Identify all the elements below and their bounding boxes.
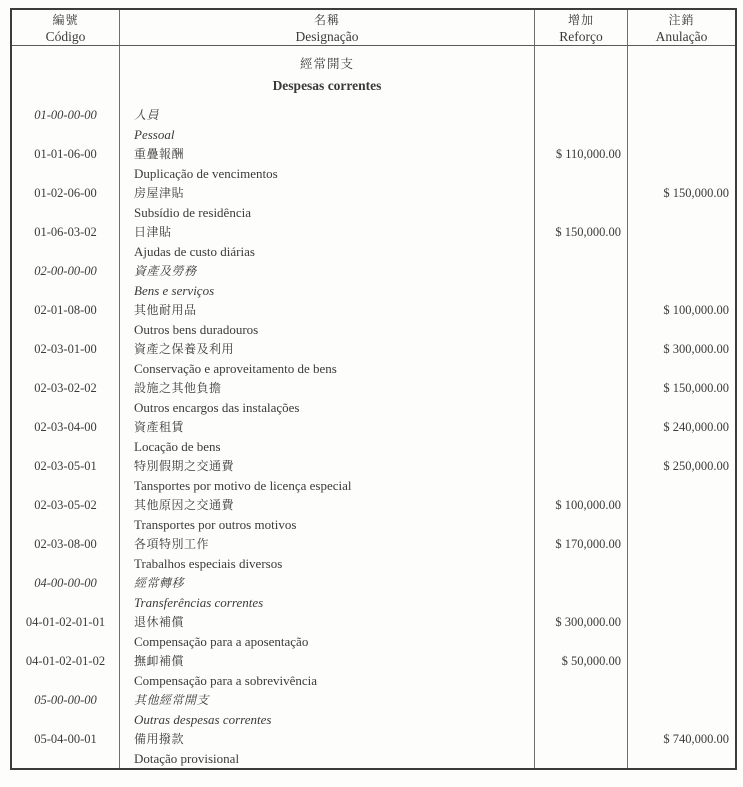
row-anulacao-amount: $ 150,000.00 <box>663 186 729 200</box>
row-designation-cell <box>120 105 535 144</box>
row-anulacao-cell <box>628 261 735 300</box>
row-code: 01-00-00-00 <box>34 108 97 122</box>
table-row <box>12 495 735 534</box>
row-anulacao-cell <box>628 105 735 144</box>
section-increase-cell <box>535 46 628 105</box>
row-designation-zh: 其他耐用品 <box>134 303 197 317</box>
row-code-cell <box>12 534 120 573</box>
row-code-cell <box>12 495 120 534</box>
header-designation-pt: Designação <box>295 28 359 44</box>
row-reforco-cell <box>535 105 628 144</box>
header-code-pt: Código <box>45 28 86 44</box>
table-body <box>12 46 735 768</box>
row-code: 02-00-00-00 <box>34 264 97 278</box>
section-title-cell <box>120 46 535 105</box>
row-anulacao-amount: $ 150,000.00 <box>663 381 729 395</box>
header-increase-cell <box>535 10 628 45</box>
row-anulacao-amount: $ 300,000.00 <box>663 342 729 356</box>
section-title-pt: Despesas correntes <box>272 78 382 93</box>
section-cancellation-cell <box>628 46 735 105</box>
row-anulacao-cell <box>628 495 735 534</box>
row-code: 04-01-02-01-02 <box>25 654 106 668</box>
table-row <box>12 183 735 222</box>
row-designation-zh: 撫卹補償 <box>134 654 185 668</box>
row-designation-pt: Compensação para a sobrevivência <box>134 673 318 688</box>
row-code-cell <box>12 378 120 417</box>
row-designation-cell <box>120 300 535 339</box>
row-reforco-amount: $ 50,000.00 <box>561 654 621 668</box>
table-row <box>12 261 735 300</box>
table-row <box>12 573 735 612</box>
row-code: 02-03-05-01 <box>34 459 97 473</box>
row-designation-pt: Ajudas de custo diárias <box>134 244 255 259</box>
row-designation-cell <box>120 378 535 417</box>
table-row <box>12 105 735 144</box>
section-heading-row <box>12 46 735 105</box>
table-row <box>12 612 735 651</box>
row-designation-zh: 資產租賃 <box>134 420 185 434</box>
row-designation-cell <box>120 339 535 378</box>
row-code: 02-03-04-00 <box>34 420 97 434</box>
row-designation-cell <box>120 183 535 222</box>
row-designation-pt: Pessoal <box>134 127 175 142</box>
row-code: 05-00-00-00 <box>34 693 97 707</box>
row-anulacao-cell <box>628 456 735 495</box>
row-reforco-cell <box>535 456 628 495</box>
row-designation-zh: 重疊報酬 <box>134 147 185 161</box>
row-code-cell <box>12 222 120 261</box>
row-code: 02-01-08-00 <box>34 303 97 317</box>
budget-table <box>10 8 737 770</box>
row-reforco-cell <box>535 690 628 729</box>
table-row <box>12 378 735 417</box>
row-designation-zh: 其他經常開支 <box>134 693 210 707</box>
row-code: 05-04-00-01 <box>34 732 97 746</box>
row-designation-pt: Dotação provisional <box>134 751 240 766</box>
table-row <box>12 339 735 378</box>
row-code-cell <box>12 729 120 768</box>
row-reforco-cell <box>535 495 628 534</box>
table-row <box>12 729 735 768</box>
row-designation-pt: Conservação e aproveitamento de bens <box>134 361 337 376</box>
row-reforco-cell <box>535 183 628 222</box>
row-reforco-cell <box>535 534 628 573</box>
row-designation-cell <box>120 573 535 612</box>
row-designation-pt: Transferências correntes <box>134 595 264 610</box>
table-row <box>12 417 735 456</box>
row-code: 01-01-06-00 <box>34 147 97 161</box>
row-designation-zh: 各項特別工作 <box>134 537 210 551</box>
row-designation-pt: Tansportes por motivo de licença especial <box>134 478 352 493</box>
row-anulacao-cell <box>628 183 735 222</box>
row-anulacao-cell <box>628 417 735 456</box>
row-reforco-cell <box>535 729 628 768</box>
row-designation-zh: 特別假期之交通費 <box>134 459 235 473</box>
row-reforco-amount: $ 150,000.00 <box>555 225 621 239</box>
row-code-cell <box>12 144 120 183</box>
row-code-cell <box>12 417 120 456</box>
row-designation-cell <box>120 729 535 768</box>
row-designation-cell <box>120 417 535 456</box>
row-code-cell <box>12 339 120 378</box>
row-code: 02-03-01-00 <box>34 342 97 356</box>
row-reforco-cell <box>535 339 628 378</box>
row-reforco-cell <box>535 417 628 456</box>
row-code-cell <box>12 690 120 729</box>
header-increase-pt: Reforço <box>559 28 603 44</box>
row-designation-pt: Compensação para a aposentação <box>134 634 309 649</box>
row-reforco-amount: $ 170,000.00 <box>555 537 621 551</box>
row-anulacao-cell <box>628 144 735 183</box>
row-designation-zh: 日津貼 <box>134 225 172 239</box>
row-reforco-amount: $ 100,000.00 <box>555 498 621 512</box>
table-header <box>12 10 735 46</box>
row-code-cell <box>12 300 120 339</box>
row-designation-pt: Transportes por outros motivos <box>134 517 297 532</box>
section-code-cell <box>12 46 120 105</box>
header-increase-zh: 增加 <box>567 12 594 27</box>
row-code-cell <box>12 183 120 222</box>
row-designation-pt: Bens e serviços <box>134 283 215 298</box>
row-designation-zh: 備用撥款 <box>134 732 185 746</box>
header-designation-cell <box>120 10 535 45</box>
row-anulacao-cell <box>628 612 735 651</box>
row-anulacao-cell <box>628 534 735 573</box>
row-designation-cell <box>120 222 535 261</box>
row-reforco-amount: $ 300,000.00 <box>555 615 621 629</box>
row-anulacao-cell <box>628 339 735 378</box>
row-code: 02-03-05-02 <box>34 498 97 512</box>
row-code: 01-02-06-00 <box>34 186 97 200</box>
row-reforco-cell <box>535 144 628 183</box>
row-designation-cell <box>120 651 535 690</box>
row-anulacao-cell <box>628 222 735 261</box>
table-row <box>12 222 735 261</box>
row-designation-zh: 其他原因之交通費 <box>134 498 235 512</box>
row-code: 02-03-08-00 <box>34 537 97 551</box>
header-cancellation-cell <box>628 10 735 45</box>
row-anulacao-amount: $ 240,000.00 <box>663 420 729 434</box>
row-designation-pt: Outros bens duradouros <box>134 322 259 337</box>
row-designation-pt: Subsídio de residência <box>134 205 251 220</box>
header-code-cell <box>12 10 120 45</box>
row-reforco-cell <box>535 651 628 690</box>
row-designation-pt: Duplicação de vencimentos <box>134 166 278 181</box>
row-code: 04-00-00-00 <box>34 576 97 590</box>
row-reforco-cell <box>535 573 628 612</box>
row-designation-zh: 經常轉移 <box>134 576 185 590</box>
table-row <box>12 534 735 573</box>
row-designation-zh: 資產及勞務 <box>134 264 197 278</box>
table-row <box>12 690 735 729</box>
row-code-cell <box>12 651 120 690</box>
row-reforco-cell <box>535 300 628 339</box>
row-anulacao-cell <box>628 300 735 339</box>
row-designation-pt: Trabalhos especiais diversos <box>134 556 283 571</box>
row-anulacao-amount: $ 250,000.00 <box>663 459 729 473</box>
row-code-cell <box>12 456 120 495</box>
row-anulacao-amount: $ 100,000.00 <box>663 303 729 317</box>
row-designation-cell <box>120 690 535 729</box>
row-designation-zh: 退休補償 <box>134 615 185 629</box>
section-title-zh: 經常開支 <box>299 57 354 71</box>
row-designation-pt: Outras despesas correntes <box>134 712 272 727</box>
row-designation-pt: Locação de bens <box>134 439 221 454</box>
row-reforco-amount: $ 110,000.00 <box>555 147 621 161</box>
row-code-cell <box>12 573 120 612</box>
row-reforco-cell <box>535 612 628 651</box>
row-designation-cell <box>120 612 535 651</box>
row-anulacao-cell <box>628 378 735 417</box>
row-anulacao-cell <box>628 573 735 612</box>
row-designation-cell <box>120 495 535 534</box>
row-designation-zh: 房屋津貼 <box>134 186 185 200</box>
table-row <box>12 144 735 183</box>
row-reforco-cell <box>535 222 628 261</box>
header-designation-zh: 名稱 <box>313 12 340 27</box>
row-code: 04-01-02-01-01 <box>25 615 106 629</box>
header-cancellation-zh: 注銷 <box>668 12 695 27</box>
row-designation-cell <box>120 144 535 183</box>
header-code-zh: 編號 <box>52 12 79 27</box>
table-row <box>12 651 735 690</box>
row-anulacao-cell <box>628 651 735 690</box>
row-designation-zh: 人員 <box>134 108 160 122</box>
row-designation-cell <box>120 261 535 300</box>
row-code: 02-03-02-02 <box>34 381 97 395</box>
row-code-cell <box>12 612 120 651</box>
row-designation-pt: Outros encargos das instalações <box>134 400 300 415</box>
row-designation-cell <box>120 534 535 573</box>
header-cancellation-pt: Anulação <box>655 28 708 44</box>
table-row <box>12 456 735 495</box>
row-code: 01-06-03-02 <box>34 225 97 239</box>
row-anulacao-cell <box>628 690 735 729</box>
row-code-cell <box>12 105 120 144</box>
row-designation-zh: 資產之保養及利用 <box>134 342 235 356</box>
row-reforco-cell <box>535 378 628 417</box>
row-code-cell <box>12 261 120 300</box>
row-designation-cell <box>120 456 535 495</box>
row-reforco-cell <box>535 261 628 300</box>
row-anulacao-cell <box>628 729 735 768</box>
table-row <box>12 300 735 339</box>
row-designation-zh: 設施之其他負擔 <box>134 381 222 395</box>
row-anulacao-amount: $ 740,000.00 <box>663 732 729 746</box>
